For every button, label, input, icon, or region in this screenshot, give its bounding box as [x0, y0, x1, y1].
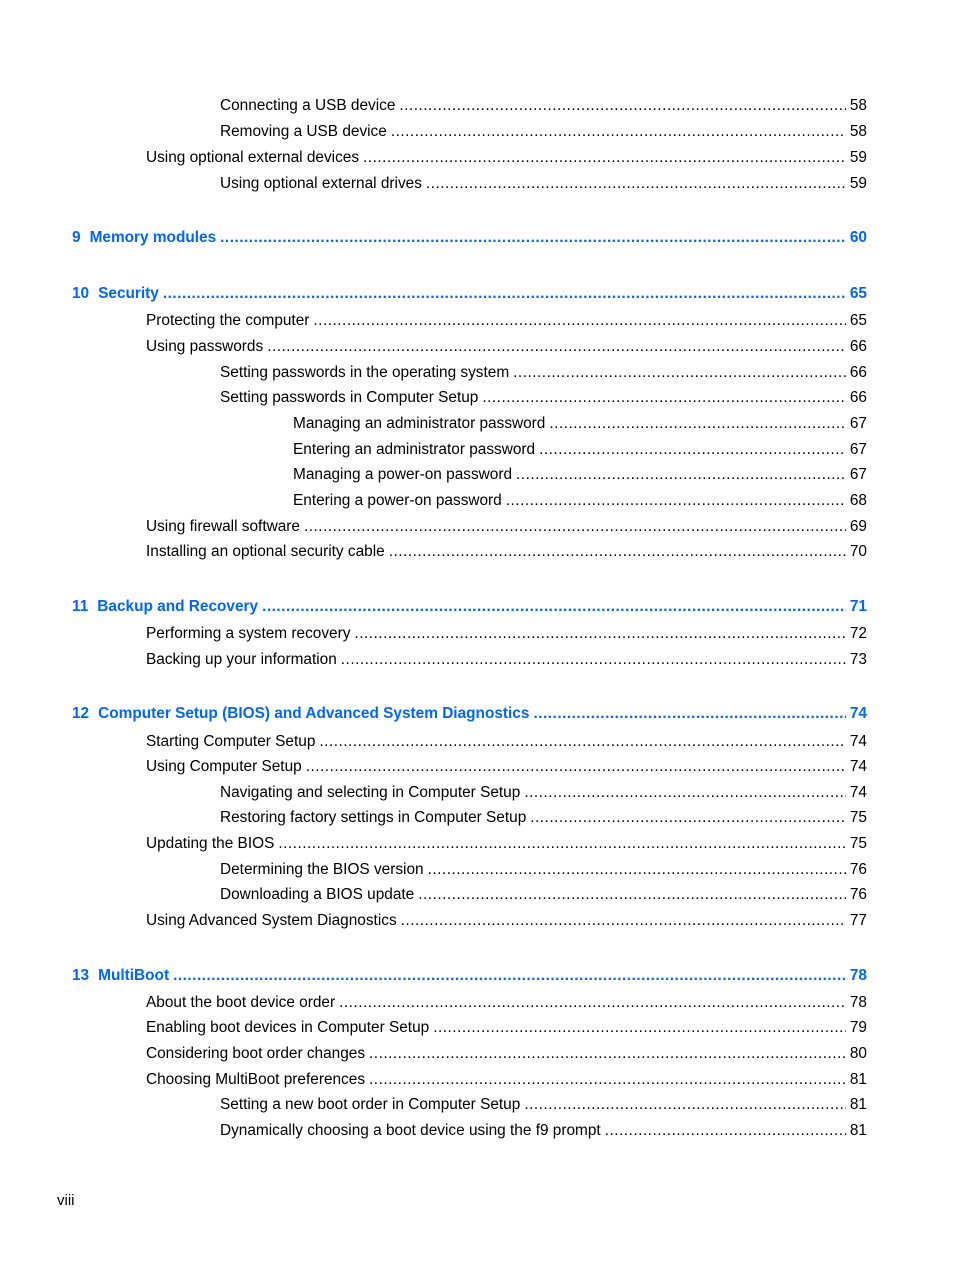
dot-leader	[369, 1070, 846, 1090]
chapter-title: Memory modules	[89, 229, 217, 246]
dot-leader	[605, 1121, 846, 1141]
dot-leader	[530, 808, 846, 828]
toc-entry-title: Setting a new boot order in Computer Setup	[220, 1096, 521, 1113]
toc-entry-title: Using Computer Setup	[146, 758, 302, 775]
toc-entry[interactable]	[220, 388, 867, 408]
toc-entry-page: 67	[849, 415, 867, 432]
dot-leader	[482, 388, 846, 408]
dot-leader	[399, 96, 845, 116]
dot-leader	[363, 148, 846, 168]
dot-leader	[313, 311, 845, 331]
toc-entry[interactable]	[293, 491, 867, 511]
dot-leader	[428, 860, 846, 880]
dot-leader	[341, 650, 846, 670]
toc-entry[interactable]	[220, 783, 867, 803]
toc-entry-page: 71	[849, 598, 867, 615]
toc-entry-title	[72, 284, 163, 304]
toc-entry[interactable]	[146, 337, 867, 357]
toc-entry[interactable]	[146, 911, 867, 931]
toc-entry-page: 72	[849, 625, 867, 642]
toc-entry-page: 81	[849, 1096, 867, 1113]
toc-entry[interactable]	[146, 834, 867, 854]
toc-entry[interactable]	[220, 363, 867, 383]
chapter-title: MultiBoot	[98, 967, 170, 984]
toc-entry-page: 77	[849, 912, 867, 929]
toc-entry-page: 74	[849, 705, 867, 722]
dot-leader	[418, 885, 846, 905]
toc-entry-title	[72, 966, 173, 986]
dot-leader	[506, 491, 846, 511]
toc-entry-page: 65	[849, 312, 867, 329]
toc-entry-title: Using passwords	[146, 338, 264, 355]
dot-leader	[524, 783, 846, 803]
dot-leader	[389, 542, 846, 562]
toc-entry-page: 67	[849, 441, 867, 458]
toc-entry-title: Enabling boot devices in Computer Setup	[146, 1019, 430, 1036]
toc-entry-page: 75	[849, 835, 867, 852]
toc-chapter-entry[interactable]	[72, 966, 867, 986]
dot-leader	[549, 414, 846, 434]
toc-entry[interactable]	[220, 808, 867, 828]
toc-entry-page: 76	[849, 886, 867, 903]
toc-entry-title: Removing a USB device	[220, 123, 387, 140]
toc-entry-title: Performing a system recovery	[146, 625, 351, 642]
dot-leader	[533, 704, 845, 724]
chapter-number: 10	[72, 285, 90, 302]
dot-leader	[339, 993, 846, 1013]
toc-entry-page: 69	[849, 518, 867, 535]
toc-entry-title: Backing up your information	[146, 651, 337, 668]
chapter-title: Computer Setup (BIOS) and Advanced System Diagnostics	[98, 705, 530, 722]
toc-entry-page: 58	[849, 97, 867, 114]
toc-entry-page: 76	[849, 861, 867, 878]
dot-leader	[262, 597, 846, 617]
toc-chapter-entry[interactable]	[72, 284, 867, 304]
toc-chapter-entry[interactable]	[72, 597, 867, 617]
toc-entry-page: 65	[849, 285, 867, 302]
toc-entry-page: 58	[849, 123, 867, 140]
chapter-number: 13	[72, 967, 90, 984]
toc-entry[interactable]	[146, 757, 867, 777]
toc-entry-page: 78	[849, 967, 867, 984]
toc-entry[interactable]	[220, 1121, 867, 1141]
toc-entry-title: Entering a power-on password	[293, 492, 502, 509]
toc-entry-title: Managing an administrator password	[293, 415, 546, 432]
dot-leader	[391, 122, 846, 142]
toc-entry-page: 74	[849, 784, 867, 801]
dot-leader	[433, 1018, 846, 1038]
toc-entry-title: Choosing MultiBoot preferences	[146, 1071, 366, 1088]
toc-entry[interactable]	[146, 517, 867, 537]
dot-leader	[278, 834, 846, 854]
toc-entry[interactable]	[146, 542, 867, 562]
toc-entry-title: Setting passwords in Computer Setup	[220, 389, 479, 406]
toc-entry-page: 80	[849, 1045, 867, 1062]
dot-leader	[524, 1095, 846, 1115]
toc-entry-page: 74	[849, 758, 867, 775]
dot-leader	[513, 363, 846, 383]
toc-entry-title: Navigating and selecting in Computer Setup	[220, 784, 521, 801]
toc-entry-page: 75	[849, 809, 867, 826]
toc-entry-title: Considering boot order changes	[146, 1045, 366, 1062]
toc-entry[interactable]	[146, 624, 867, 644]
toc-entry[interactable]	[146, 148, 867, 168]
toc-entry-title: Setting passwords in the operating system	[220, 364, 510, 381]
toc-entry-title: About the boot device order	[146, 994, 336, 1011]
toc-entry-page: 67	[849, 466, 867, 483]
toc-entry-title	[72, 597, 262, 617]
toc-entry-title: Using firewall software	[146, 518, 300, 535]
toc-entry[interactable]	[146, 993, 867, 1013]
toc-entry[interactable]	[220, 885, 867, 905]
toc-entry-page: 79	[849, 1019, 867, 1036]
toc-entry[interactable]	[146, 1018, 867, 1038]
toc-entry-title: Connecting a USB device	[220, 97, 396, 114]
toc-entry-title: Downloading a BIOS update	[220, 886, 415, 903]
toc-entry-page: 81	[849, 1071, 867, 1088]
toc-entry-page: 59	[849, 149, 867, 166]
page-number: viii	[57, 1192, 75, 1209]
toc-entry-page: 81	[849, 1122, 867, 1139]
toc-entry-page: 66	[849, 364, 867, 381]
toc-entry-title: Installing an optional security cable	[146, 543, 385, 560]
toc-entry-page: 66	[849, 338, 867, 355]
dot-leader	[306, 757, 846, 777]
toc-entry[interactable]	[220, 174, 867, 194]
toc-chapter-entry[interactable]	[72, 228, 867, 248]
dot-leader	[401, 911, 846, 931]
toc-entry-page: 68	[849, 492, 867, 509]
toc-entry-title: Starting Computer Setup	[146, 733, 316, 750]
dot-leader	[220, 228, 846, 248]
dot-leader	[173, 966, 846, 986]
chapter-title: Security	[98, 285, 159, 302]
toc-entry-page: 78	[849, 994, 867, 1011]
toc-entry-page: 74	[849, 733, 867, 750]
chapter-number: 9	[72, 229, 81, 246]
dot-leader	[426, 174, 846, 194]
toc-entry-title: Determining the BIOS version	[220, 861, 424, 878]
toc-entry[interactable]	[220, 96, 867, 116]
toc-entry-title: Using optional external devices	[146, 149, 360, 166]
toc-entry[interactable]	[293, 440, 867, 460]
toc-entry[interactable]	[293, 465, 867, 485]
toc-entry-title	[72, 704, 533, 724]
toc-entry[interactable]	[146, 650, 867, 670]
toc-entry-title: Using optional external drives	[220, 175, 422, 192]
chapter-number: 12	[72, 705, 90, 722]
dot-leader	[319, 732, 845, 752]
dot-leader	[163, 284, 846, 304]
chapter-number: 11	[72, 598, 89, 615]
toc-entry[interactable]	[220, 122, 867, 142]
dot-leader	[516, 465, 846, 485]
toc-chapter-entry[interactable]	[72, 704, 867, 724]
chapter-title: Backup and Recovery	[97, 598, 259, 615]
dot-leader	[539, 440, 846, 460]
toc-entry-title: Updating the BIOS	[146, 835, 275, 852]
dot-leader	[354, 624, 845, 644]
toc-entry-title	[72, 228, 220, 248]
toc-entry-title: Restoring factory settings in Computer Setup	[220, 809, 527, 826]
toc-entry[interactable]	[220, 1095, 867, 1115]
toc-entry[interactable]	[146, 732, 867, 752]
toc-entry[interactable]	[220, 860, 867, 880]
toc-entry-title: Entering an administrator password	[293, 441, 536, 458]
toc-entry-page: 66	[849, 389, 867, 406]
toc-entry[interactable]	[146, 1070, 867, 1090]
toc-entry[interactable]	[146, 1044, 867, 1064]
toc-entry[interactable]	[293, 414, 867, 434]
toc-entry-page: 73	[849, 651, 867, 668]
toc-entry-page: 60	[849, 229, 867, 246]
dot-leader	[369, 1044, 846, 1064]
toc-entry-title: Using Advanced System Diagnostics	[146, 912, 397, 929]
dot-leader	[267, 337, 846, 357]
toc-entry-title: Protecting the computer	[146, 312, 310, 329]
dot-leader	[304, 517, 846, 537]
toc-entry-page: 59	[849, 175, 867, 192]
toc-entry[interactable]	[146, 311, 867, 331]
toc-entry-title: Dynamically choosing a boot device using the f9 prompt	[220, 1122, 601, 1139]
toc-entry-page: 70	[849, 543, 867, 560]
toc-entry-title: Managing a power-on password	[293, 466, 513, 483]
